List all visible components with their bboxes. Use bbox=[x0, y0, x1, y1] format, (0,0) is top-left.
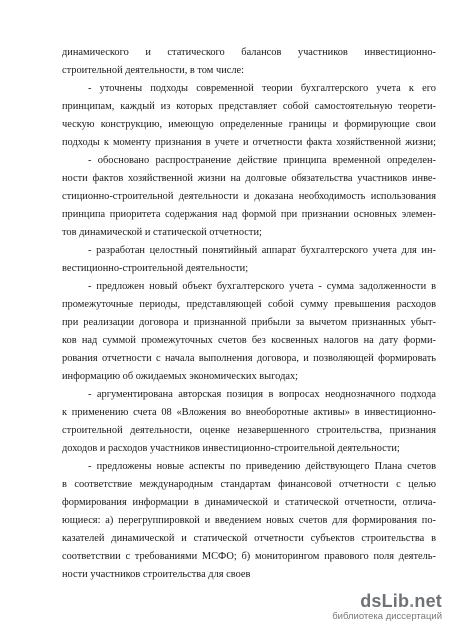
watermark-subtitle: библиотека диссертаций bbox=[332, 611, 442, 622]
text-line: ности участников строительства для своев bbox=[62, 569, 251, 580]
text-line: ющиеся: а) перегруппировкой и введением новых счетов для формирования по- bbox=[62, 515, 436, 526]
text-line: ческую конструкцию, имеющую определенные границы и формирующие свои bbox=[62, 119, 436, 130]
text-line: доходов и расходов участников инвестиционно-строительной деятельности; bbox=[62, 443, 400, 454]
text-line: принципа приоритета содержания над формой при признании основных элемен- bbox=[62, 209, 436, 220]
text-line: тов динамической и статической отчетности; bbox=[62, 227, 262, 238]
text-line: информацию об ожидаемых экономических выгодах; bbox=[62, 371, 299, 382]
text-line: при реализации договора и признанной прибыли за вычетом признанных убыт- bbox=[62, 317, 436, 328]
text-line: рования отчетности с начала выполнения договора, и позволяющей формировать bbox=[62, 353, 436, 364]
text-line: - разработан целостный понятийный аппарат бухгалтерского учета для ин- bbox=[88, 245, 436, 256]
text-line: - обосновано распространение действие принципа временной определен- bbox=[88, 155, 436, 166]
text-line: динамического и статического балансов участников инвестиционно- bbox=[62, 47, 436, 58]
text-line: формирования информации в динамической и статической отчетности, отлича- bbox=[62, 497, 436, 508]
text-line: промежуточные периоды, представляющей собой сумму превышения расходов bbox=[62, 299, 436, 310]
text-line: казателей динамической и статической отчетности субъектов строительства в bbox=[62, 533, 436, 544]
text-line: принципам, каждый из которых представляет собой самостоятельную теорети- bbox=[62, 101, 436, 112]
text-line: строительной деятельности, в том числе: bbox=[62, 65, 245, 76]
text-line: вестиционно-строительной деятельности; bbox=[62, 263, 249, 274]
text-line: к применению счета 08 «Вложения во внеоборотные активы» в инвестиционно- bbox=[62, 407, 436, 418]
text-line: - аргументирована авторская позиция в вопросах неоднозначного подхода bbox=[88, 389, 436, 400]
text-line: в соответствие международным стандартам финансовой отчетности с целью bbox=[62, 479, 436, 490]
dslib-watermark bbox=[322, 591, 442, 625]
text-line: стиционно-строительной деятельности и доказана необходимость использования bbox=[62, 191, 436, 202]
text-line: подходы к моменту признания в учете и отчетности факта хозяйственной жизни; bbox=[62, 137, 436, 148]
dslib-logo: dsLib.net bbox=[360, 591, 442, 611]
text-line: соответствии с требованиями МСФО; б) мониторингом правового поля деятель- bbox=[62, 551, 436, 562]
text-line: - предложены новые аспекты по приведению действующего Плана счетов bbox=[88, 461, 436, 472]
text-line: строительной деятельности, оценке незавершенного строительства, признания bbox=[62, 425, 436, 436]
text-line: - предложен новый объект бухгалтерского учета - сумма задолженности в bbox=[88, 281, 436, 292]
text-line: ности фактов хозяйственной жизни на долговые обязательства участников инве- bbox=[62, 173, 436, 184]
text-line: ков над суммой промежуточных счетов без косвенных налогов на дату форми- bbox=[62, 335, 436, 346]
text-line: - уточнены подходы современной теории бухгалтерского учета к его bbox=[88, 83, 436, 94]
